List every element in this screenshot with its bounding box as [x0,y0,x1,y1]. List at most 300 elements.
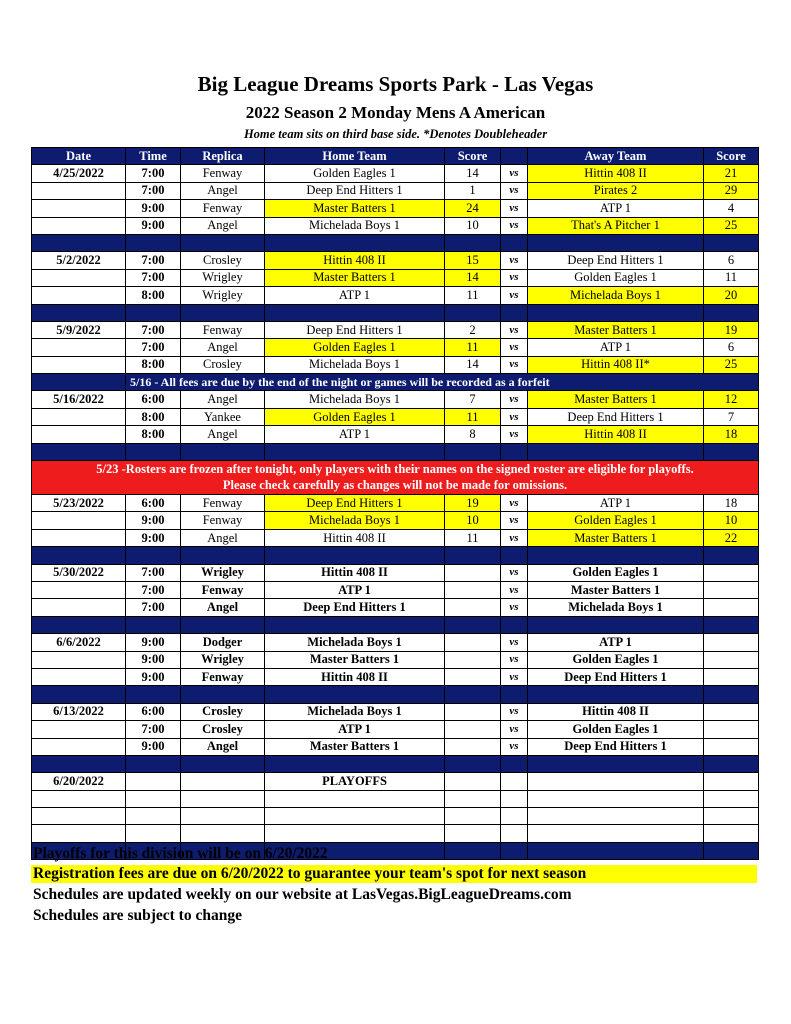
separator-row [32,547,759,564]
versus-label: vs [501,599,528,616]
game-time: 7:00 [126,252,181,269]
separator-cell [528,443,704,460]
schedule-note: Home team sits on third base side. *Denotes Doubleheader [243,127,548,141]
home-score: 14 [445,165,501,182]
column-header: Time [126,148,181,165]
away-score [704,651,759,668]
separator-cell [32,374,126,391]
game-time [126,825,181,842]
versus-label: vs [501,165,528,182]
away-team: Golden Eagles 1 [528,564,704,581]
roster-alert-line: Please check carefully as changes will not be made for omissions. [222,477,568,492]
away-team [528,825,704,842]
away-team: Master Batters 1 [528,321,704,338]
field-replica: Fenway [181,200,265,217]
away-score [704,581,759,598]
versus-label: vs [501,339,528,356]
away-score: 12 [704,391,759,408]
home-team: Hittin 408 II [265,668,445,685]
home-score: 11 [445,339,501,356]
separator-cell [265,547,445,564]
game-date [32,356,126,373]
game-row [32,721,759,738]
away-team: Golden Eagles 1 [528,651,704,668]
separator-cell [445,842,501,859]
home-team: Master Batters 1 [265,269,445,286]
game-time: 7:00 [126,564,181,581]
away-score: 21 [704,165,759,182]
game-date [32,790,126,807]
separator-cell [528,304,704,321]
away-score [704,808,759,825]
away-score [704,634,759,651]
home-team: Master Batters 1 [265,200,445,217]
away-score: 22 [704,529,759,546]
away-team: Hittin 408 II [528,703,704,720]
game-date [32,287,126,304]
game-row [32,651,759,668]
game-row [32,808,759,825]
away-score [704,668,759,685]
home-team: Golden Eagles 1 [265,408,445,425]
separator-cell [181,616,265,633]
away-score: 18 [704,426,759,443]
home-score: 10 [445,512,501,529]
home-score [445,668,501,685]
game-date [32,339,126,356]
game-date [32,721,126,738]
separator-cell [445,304,501,321]
game-row [32,356,759,373]
registration-note: Registration fees are due on 6/20/2022 to guarantee your team's spot for next season [31,865,757,883]
separator-cell [501,842,528,859]
game-date [32,808,126,825]
field-replica [181,825,265,842]
field-replica: Angel [181,738,265,755]
game-time [126,790,181,807]
game-time: 9:00 [126,529,181,546]
versus-label: vs [501,529,528,546]
versus-label: vs [501,182,528,199]
home-score [445,738,501,755]
game-time: 6:00 [126,703,181,720]
separator-cell [704,755,759,772]
home-score [445,808,501,825]
separator-cell [126,686,181,703]
away-team: Deep End Hitters 1 [528,252,704,269]
home-team: PLAYOFFS [265,773,445,790]
separator-cell [528,234,704,251]
away-score [704,825,759,842]
separator-cell [126,304,181,321]
home-team: Michelada Boys 1 [265,634,445,651]
home-score: 2 [445,321,501,338]
away-score [704,564,759,581]
away-team: ATP 1 [528,495,704,512]
versus-label: vs [501,634,528,651]
separator-cell [704,547,759,564]
game-date [32,651,126,668]
page-title: Big League Dreams Sports Park - Las Vegas [197,72,594,96]
game-date: 5/9/2022 [32,321,126,338]
playoffs-note: Playoffs for this division will be on 6/20/2022 [33,845,328,862]
versus-label [501,825,528,842]
versus-label: vs [501,738,528,755]
game-row [32,339,759,356]
column-header: Away Team [528,148,704,165]
home-score: 11 [445,529,501,546]
separator-cell [181,304,265,321]
separator-cell [528,842,704,859]
away-team: Master Batters 1 [528,529,704,546]
schedule-table [31,147,759,860]
field-replica: Wrigley [181,651,265,668]
game-row [32,165,759,182]
field-replica: Crosley [181,703,265,720]
game-row [32,599,759,616]
away-team [528,790,704,807]
game-date [32,738,126,755]
versus-label: vs [501,721,528,738]
home-score: 15 [445,252,501,269]
field-replica: Angel [181,182,265,199]
away-team: Master Batters 1 [528,581,704,598]
game-time: 9:00 [126,668,181,685]
separator-row [32,755,759,772]
game-date [32,512,126,529]
separator-cell [32,616,126,633]
separator-row [32,616,759,633]
away-team: Golden Eagles 1 [528,269,704,286]
home-team [265,825,445,842]
home-team: Michelada Boys 1 [265,703,445,720]
roster-alert [32,461,759,495]
game-date: 6/6/2022 [32,634,126,651]
away-score: 10 [704,512,759,529]
home-team: Deep End Hitters 1 [265,321,445,338]
game-date [32,269,126,286]
separator-cell [181,443,265,460]
column-header: Replica [181,148,265,165]
game-time: 7:00 [126,581,181,598]
separator-cell [501,686,528,703]
website-note: Schedules are updated weekly on our website at LasVegas.BigLeagueDreams.com [33,886,572,903]
game-row [32,825,759,842]
field-replica: Angel [181,339,265,356]
separator-cell [528,755,704,772]
home-team: Master Batters 1 [265,651,445,668]
home-score: 10 [445,217,501,234]
versus-label: vs [501,217,528,234]
away-team: Deep End Hitters 1 [528,408,704,425]
home-team: Deep End Hitters 1 [265,182,445,199]
home-team: Golden Eagles 1 [265,339,445,356]
game-date: 5/2/2022 [32,252,126,269]
versus-label: vs [501,408,528,425]
column-header [501,148,528,165]
away-team: ATP 1 [528,339,704,356]
separator-cell [445,616,501,633]
game-row [32,529,759,546]
separator-cell [265,616,445,633]
game-row [32,287,759,304]
separator-cell [445,686,501,703]
home-team: Master Batters 1 [265,738,445,755]
game-date [32,599,126,616]
game-date [32,668,126,685]
home-score [445,721,501,738]
away-team: Deep End Hitters 1 [528,738,704,755]
game-time: 7:00 [126,721,181,738]
game-row [32,634,759,651]
column-header: Score [704,148,759,165]
game-row [32,200,759,217]
game-time: 7:00 [126,339,181,356]
field-replica [181,808,265,825]
versus-label: vs [501,200,528,217]
separator-cell [445,547,501,564]
home-team: ATP 1 [265,426,445,443]
separator-cell [265,443,445,460]
versus-label: vs [501,564,528,581]
separator-cell [32,443,126,460]
game-time: 8:00 [126,408,181,425]
game-date: 5/30/2022 [32,564,126,581]
home-score [445,790,501,807]
game-row [32,495,759,512]
game-time: 9:00 [126,200,181,217]
separator-row [32,234,759,251]
column-header: Date [32,148,126,165]
away-team: Michelada Boys 1 [528,599,704,616]
field-replica: Fenway [181,321,265,338]
separator-cell [181,755,265,772]
away-score: 19 [704,321,759,338]
field-replica: Wrigley [181,287,265,304]
away-score [704,721,759,738]
separator-cell [265,686,445,703]
game-date [32,182,126,199]
game-row [32,703,759,720]
home-team: Golden Eagles 1 [265,165,445,182]
away-team: Michelada Boys 1 [528,287,704,304]
field-replica: Angel [181,217,265,234]
versus-label: vs [501,668,528,685]
away-score: 25 [704,356,759,373]
field-replica: Crosley [181,721,265,738]
separator-cell [704,443,759,460]
versus-label: vs [501,252,528,269]
home-team: Deep End Hitters 1 [265,599,445,616]
column-header: Home Team [265,148,445,165]
home-team: ATP 1 [265,581,445,598]
game-time: 8:00 [126,356,181,373]
field-replica: Fenway [181,495,265,512]
away-score: 25 [704,217,759,234]
game-time: 8:00 [126,287,181,304]
home-score: 11 [445,408,501,425]
fee-notice-row [32,374,759,391]
home-team: Michelada Boys 1 [265,391,445,408]
separator-row [32,686,759,703]
separator-row [32,443,759,460]
game-time: 9:00 [126,512,181,529]
field-replica: Fenway [181,668,265,685]
game-date [32,825,126,842]
game-row [32,790,759,807]
game-time: 6:00 [126,495,181,512]
game-row [32,564,759,581]
away-team: Deep End Hitters 1 [528,668,704,685]
field-replica: Angel [181,529,265,546]
home-team: Deep End Hitters 1 [265,495,445,512]
home-score [445,564,501,581]
game-row [32,512,759,529]
home-score: 14 [445,269,501,286]
game-time: 7:00 [126,269,181,286]
game-time: 6:00 [126,391,181,408]
away-team [528,808,704,825]
game-row [32,668,759,685]
away-team: Golden Eagles 1 [528,721,704,738]
separator-cell [32,547,126,564]
versus-label: vs [501,581,528,598]
home-score: 1 [445,182,501,199]
game-date: 5/16/2022 [32,391,126,408]
game-row [32,269,759,286]
separator-cell [445,234,501,251]
versus-label: vs [501,321,528,338]
game-time: 7:00 [126,599,181,616]
versus-label [501,808,528,825]
field-replica: Fenway [181,512,265,529]
separator-cell [501,443,528,460]
game-date: 4/25/2022 [32,165,126,182]
field-replica: Crosley [181,252,265,269]
separator-cell [501,234,528,251]
away-team: ATP 1 [528,200,704,217]
game-time: 9:00 [126,651,181,668]
versus-label [501,773,528,790]
separator-cell [704,304,759,321]
separator-cell [126,443,181,460]
home-score [445,599,501,616]
change-note: Schedules are subject to change [33,907,242,924]
separator-cell [528,547,704,564]
versus-label: vs [501,356,528,373]
separator-cell [265,755,445,772]
away-score: 18 [704,495,759,512]
separator-cell [126,234,181,251]
away-team: Hittin 408 II* [528,356,704,373]
home-team: Michelada Boys 1 [265,512,445,529]
field-replica: Wrigley [181,269,265,286]
away-score: 20 [704,287,759,304]
away-score: 7 [704,408,759,425]
game-row [32,217,759,234]
separator-cell [704,842,759,859]
separator-cell [445,443,501,460]
away-team: Hittin 408 II [528,165,704,182]
home-team: ATP 1 [265,721,445,738]
table-header-row [32,148,759,165]
field-replica: Fenway [181,581,265,598]
away-team: That's A Pitcher 1 [528,217,704,234]
versus-label: vs [501,512,528,529]
home-score: 11 [445,287,501,304]
away-score: 11 [704,269,759,286]
separator-row [32,304,759,321]
game-date [32,217,126,234]
game-time: 8:00 [126,426,181,443]
field-replica [181,790,265,807]
separator-cell [445,755,501,772]
game-time: 7:00 [126,321,181,338]
home-score: 19 [445,495,501,512]
separator-cell [704,616,759,633]
game-time: 9:00 [126,634,181,651]
fee-notice: 5/16 - All fees are due by the end of the night or games will be recorded as a forfeit [126,374,759,391]
game-row [32,182,759,199]
home-score [445,634,501,651]
roster-alert-line: 5/23 -Rosters are frozen after tonight, only players with their names on the signed roster are eligible for playoffs. [96,462,694,477]
away-score [704,738,759,755]
separator-cell [126,755,181,772]
away-team [528,773,704,790]
separator-cell [704,234,759,251]
home-score [445,773,501,790]
separator-cell [126,547,181,564]
away-score: 6 [704,252,759,269]
game-date [32,200,126,217]
field-replica: Wrigley [181,564,265,581]
home-team [265,790,445,807]
game-date: 6/20/2022 [32,773,126,790]
separator-cell [265,304,445,321]
game-time [126,808,181,825]
separator-cell [528,686,704,703]
field-replica: Yankee [181,408,265,425]
separator-cell [126,616,181,633]
away-score [704,599,759,616]
away-team: Master Batters 1 [528,391,704,408]
separator-cell [704,686,759,703]
separator-cell [501,616,528,633]
versus-label: vs [501,495,528,512]
separator-cell [32,304,126,321]
home-team: ATP 1 [265,287,445,304]
game-time: 7:00 [126,165,181,182]
game-time: 7:00 [126,182,181,199]
separator-cell [32,234,126,251]
game-row [32,738,759,755]
home-team: Hittin 408 II [265,529,445,546]
separator-cell [265,234,445,251]
separator-cell [181,686,265,703]
game-date [32,426,126,443]
field-replica: Crosley [181,356,265,373]
game-row [32,252,759,269]
roster-alert-row [32,461,759,495]
game-time [126,773,181,790]
game-date [32,408,126,425]
game-row [32,426,759,443]
home-score: 7 [445,391,501,408]
home-score: 14 [445,356,501,373]
home-team: Michelada Boys 1 [265,217,445,234]
separator-cell [32,686,126,703]
versus-label [501,790,528,807]
